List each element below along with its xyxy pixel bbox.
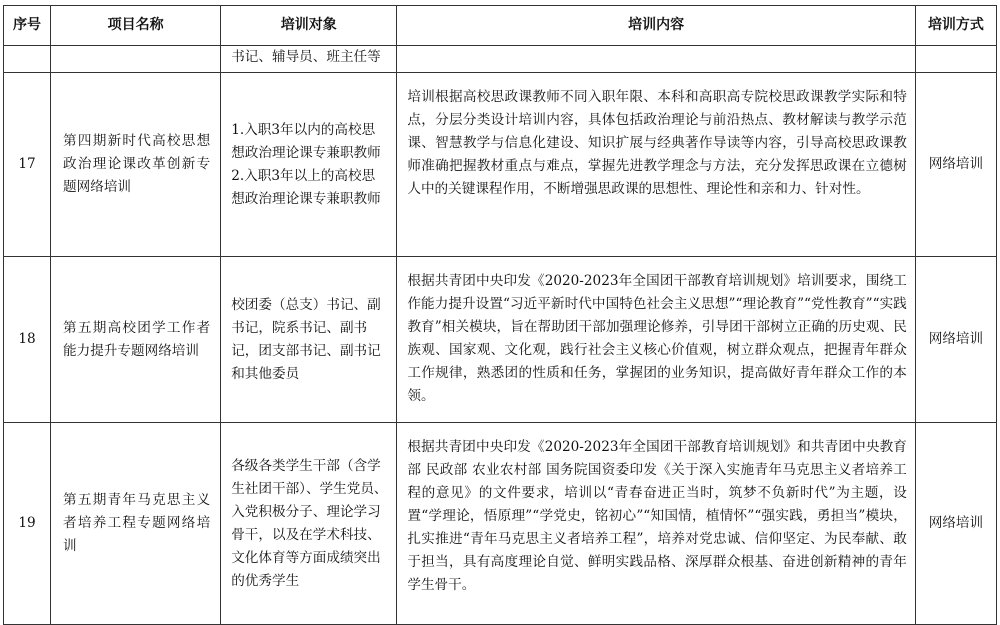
table-row [4, 73, 997, 257]
header-mode: 培训方式 [915, 6, 996, 46]
training-table [3, 5, 997, 625]
cell-mode: 网络培训 [915, 257, 996, 423]
target-line: 各级各类学生干部（含学生社团干部）、学生党员、入党积极分子、理论学习骨干，以及在学术科技、文化体育等方面成绩突出的优秀学生 [231, 457, 388, 589]
header-content: 培训内容 [397, 6, 916, 46]
target-line: 校团委（总支）书记、副书记，院系书记、副书记，团支部书记、副书记和其他委员 [231, 296, 381, 382]
table-row [4, 257, 997, 423]
header-row [4, 6, 997, 46]
header-target: 培训对象 [221, 6, 397, 46]
cell-no: 19 [4, 423, 51, 625]
cell-target [221, 423, 397, 625]
cell-mode: 网络培训 [915, 73, 996, 257]
cell-content [397, 46, 916, 73]
cell-name: 第五期青年马克思主义者培养工程专题网络培训 [51, 423, 221, 625]
table-row [4, 423, 997, 625]
cell-content: 培训根据高校思政课教师不同入职年限、本科和高职高专院校思政课教学实际和特点，分层分类设计培训内容，具体包括政治理论与前沿热点、教材解读与教学示范课、智慧教学与信息化建设、知识扩展与经典著作导读等内容，引导高校思政课教师准确把握教材重点与难点，掌握先进教学理念与方法，充分发挥思政课在立德树人中的关键课程作用，不断增强思政课的思想性、理论性和亲和力、针对性。 [397, 73, 916, 257]
cell-target [221, 257, 397, 423]
cell-name [51, 46, 221, 73]
target-line: 1.入职3年以内的高校思想政治理论课专兼职教师 [231, 121, 381, 161]
header-name: 项目名称 [51, 6, 221, 46]
target-line: 2.入职3年以上的高校思想政治理论课专兼职教师 [231, 167, 381, 207]
cell-content: 根据共青团中央印发《2020-2023年全国团干部教育培训规划》培训要求，围绕工作能力提升设置“习近平新时代中国特色社会主义思想”“理论教育”“党性教育”“实践教育”相关模块，旨在帮助团干部加强理论修养，引导团干部树立正确的历史观、民族观、国家观、文化观，践行社会主义核心价值观，树立群众观点，把握青年群众工作规律，熟悉团的性质和任务，掌握团的业务知识，提高做好青年群众工作的本领。 [397, 257, 916, 423]
cell-mode [915, 46, 996, 73]
header-no: 序号 [4, 6, 51, 46]
cell-name: 第四期新时代高校思想政治理论课改革创新专题网络培训 [51, 73, 221, 257]
cell-target: 书记、辅导员、班主任等 [221, 46, 397, 73]
cell-content: 根据共青团中央印发《2020-2023年全国团干部教育培训规划》和共青团中央教育部 民政部 农业农村部 国务院国资委印发《关于深入实施青年马克思主义者培养工程的意见》的文件要求，培训以“青春奋进正当时，筑梦不负新时代”为主题，设置“学理论，悟原理”“学党史，铭初心”“知国情，植情怀”“强实践，勇担当”模块，扎实推进“青年马克思主义者培养工程”，培养对党忠诚、信仰坚定、为民奉献、敢于担当，具有高度理论自觉、鲜明实践品格、深厚群众根基、奋进创新精神的青年学生骨干。 [397, 423, 916, 625]
cell-target [221, 73, 397, 257]
cell-no: 17 [4, 73, 51, 257]
continued-row [4, 46, 997, 73]
cell-no: 18 [4, 257, 51, 423]
cell-mode: 网络培训 [915, 423, 996, 625]
cell-no [4, 46, 51, 73]
cell-name: 第五期高校团学工作者能力提升专题网络培训 [51, 257, 221, 423]
